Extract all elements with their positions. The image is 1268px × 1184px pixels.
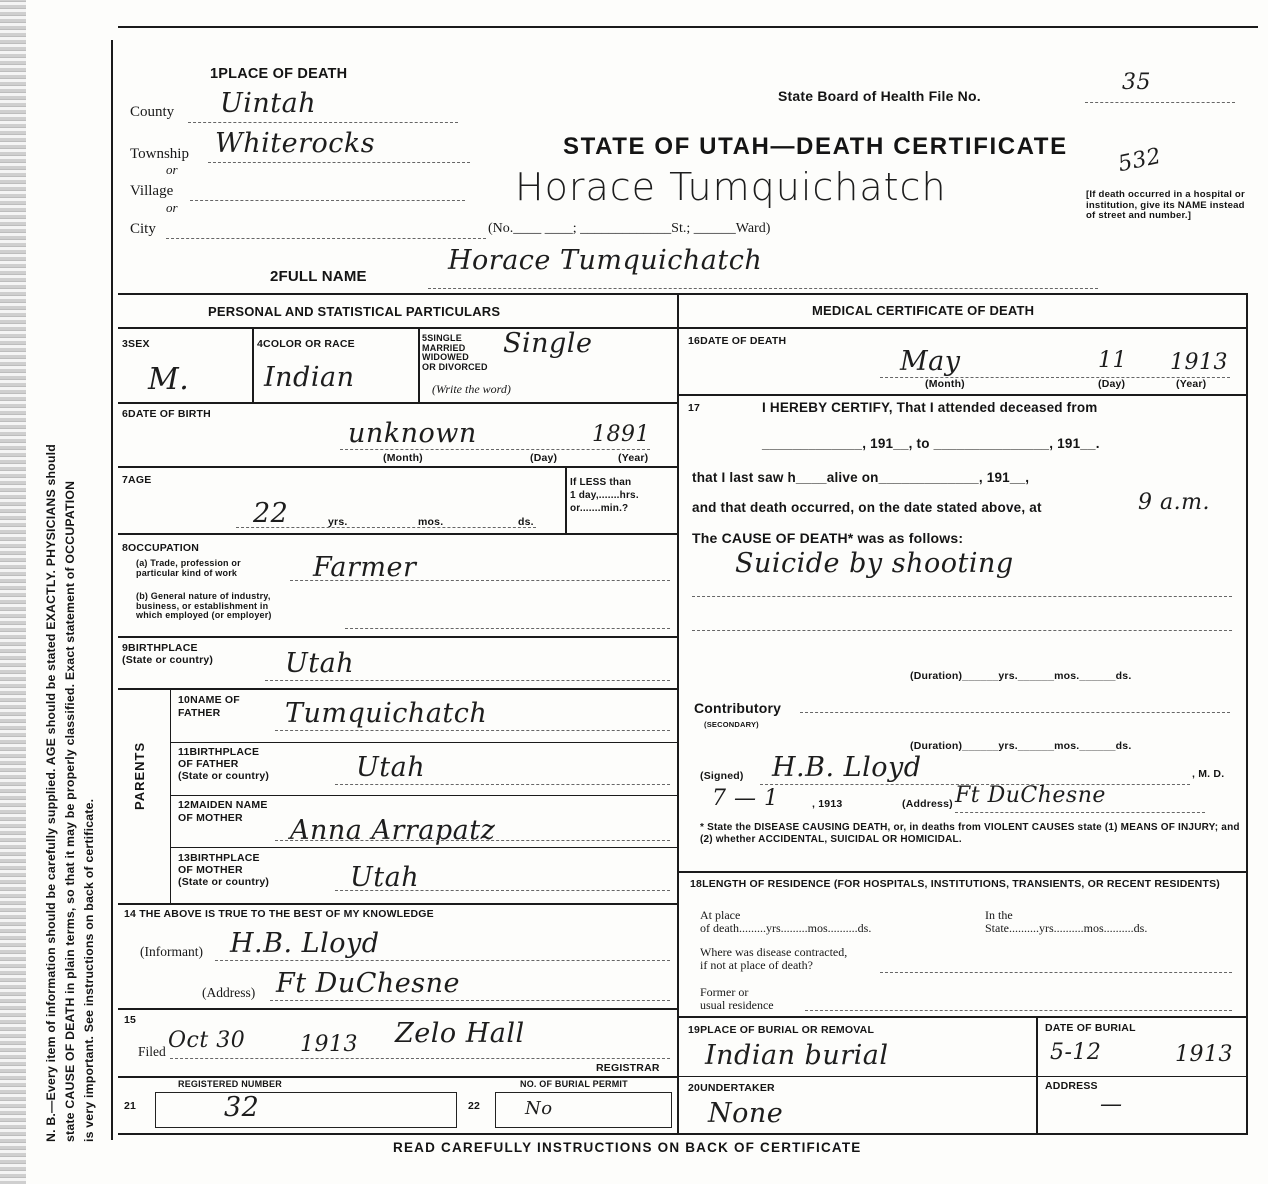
duration-2: (Duration)______yrs.______mos.______ds. xyxy=(910,740,1132,752)
item-21: 21 xyxy=(124,1100,137,1112)
mother-birthplace-value: Utah xyxy=(350,862,420,893)
undertaker-address-label: ADDRESS xyxy=(1045,1080,1098,1092)
or-2: or xyxy=(166,200,178,215)
race-value: Indian xyxy=(264,362,355,393)
city-label: City xyxy=(130,221,156,237)
dob-month: unknown xyxy=(348,418,477,449)
residence-at-place: At place of death.........yrs.........mos..........ds. xyxy=(700,908,872,935)
personal-heading: PERSONAL AND STATISTICAL PARTICULARS xyxy=(208,304,501,319)
dod-label: 16DATE OF DEATH xyxy=(688,335,787,347)
birthplace-label: 9BIRTHPLACE (State or country) xyxy=(122,642,214,666)
burial-permit-box xyxy=(495,1092,672,1128)
sex-value: M. xyxy=(148,362,190,397)
occupation-a: (a) Trade, profession or particular kind of work xyxy=(136,558,241,578)
sidebar-line-1: N. B.—Every item of information should be carefully supplied. AGE should be stated EXACTLY. PHYSICIANS should xyxy=(44,443,58,1142)
burial-date-value: 5-12 xyxy=(1050,1040,1102,1065)
dob-label: 6DATE OF BIRTH xyxy=(122,408,211,420)
filed-item-number: 15 xyxy=(124,1014,137,1026)
secondary-label: (SECONDARY) xyxy=(704,720,759,729)
parents-label: PARENTS xyxy=(132,741,147,810)
father-value: Tumquichatch xyxy=(285,698,488,729)
county-value: Uintah xyxy=(220,88,317,119)
sidebar-line-3: is very important. See instructions on back of certificate. xyxy=(82,798,96,1142)
hospital-note: [If death occurred in a hospital or institution, give its NAME instead of street and number.] xyxy=(1086,189,1245,221)
place-of-death-label: 1PLACE OF DEATH xyxy=(210,66,348,82)
footnote: * State the DISEASE CAUSING DEATH, or, in deaths from VIOLENT CAUSES state (1) MEANS OF INJURY; and (2) whether ACCIDENTAL, SUICIDAL OR HOMICIDAL. xyxy=(700,822,1240,845)
cause-value: Suicide by shooting xyxy=(735,548,1014,579)
death-occurred-text: and that death occurred, on the date stated above, at xyxy=(692,500,1042,515)
read-instructions: READ CAREFULLY INSTRUCTIONS ON BACK OF CERTIFICATE xyxy=(393,1140,862,1155)
scan-edge xyxy=(0,0,26,1184)
occupation-value: Farmer xyxy=(313,552,417,583)
residence-former: Former or usual residence xyxy=(700,985,774,1012)
dod-day-caption: (Day) xyxy=(1098,378,1126,390)
residence-label: 18LENGTH OF RESIDENCE (FOR HOSPITALS, INSTITUTIONS, TRANSIENTS, OR RECENT RESIDENTS) xyxy=(690,878,1220,890)
village-label: Village xyxy=(130,183,174,199)
father-birthplace-value: Utah xyxy=(356,752,426,783)
county-label: County xyxy=(130,104,175,120)
duration-1: (Duration)______yrs.______mos.______ds. xyxy=(910,670,1132,682)
dod-day: 11 xyxy=(1098,348,1127,373)
informant-address-label: (Address) xyxy=(202,985,256,1000)
form-top-border xyxy=(118,26,1258,28)
cause-label: The CAUSE OF DEATH* was as follows: xyxy=(692,530,964,546)
residence-in-state: In the State..........yrs..........mos..........ds. xyxy=(985,908,1148,935)
age-yrs-caption: yrs. xyxy=(328,516,348,528)
informant-label: (Informant) xyxy=(140,944,203,959)
dob-year: 1891 xyxy=(592,422,650,447)
age-ds-caption: ds. xyxy=(518,516,534,528)
certify-text: I HEREBY CERTIFY, That I attended deceased from xyxy=(762,400,1098,415)
physician-address-label: (Address) xyxy=(902,798,953,810)
dod-month-caption: (Month) xyxy=(925,378,965,390)
residence-where-contracted: Where was disease contracted, if not at place of death? xyxy=(700,945,848,972)
sidebar-instructions xyxy=(30,82,110,1142)
registered-number-box xyxy=(155,1092,457,1128)
mother-label: 12MAIDEN NAME OF MOTHER xyxy=(178,799,268,824)
contributory-label: Contributory xyxy=(694,700,782,716)
sidebar-line-2: state CAUSE OF DEATH in plain terms, so that it may be properly classified. Exact statement of OCCUPATION xyxy=(63,480,77,1142)
item-17: 17 xyxy=(688,402,701,414)
dob-year-caption: (Year) xyxy=(618,452,649,464)
less-than-day: If LESS than 1 day,.......hrs. or.......min.? xyxy=(570,477,639,514)
dod-year-caption: (Year) xyxy=(1176,378,1207,390)
mother-value: Anna Arrapatz xyxy=(290,815,496,846)
age-label: 7AGE xyxy=(122,474,152,486)
mother-birthplace-label: 13BIRTHPLACE OF MOTHER (State or country) xyxy=(178,852,270,888)
burial-permit-label: NO. OF BURIAL PERMIT xyxy=(520,1079,628,1089)
undertaker-label: 20UNDERTAKER xyxy=(688,1082,775,1094)
filed-year: 1913 xyxy=(300,1032,358,1057)
dob-month-caption: (Month) xyxy=(383,452,423,464)
occupation-label: 8OCCUPATION xyxy=(122,542,200,554)
burial-date-label: DATE OF BURIAL xyxy=(1045,1022,1136,1034)
undertaker-value: None xyxy=(708,1098,784,1129)
or-1: or xyxy=(166,162,178,177)
father-birthplace-label: 11BIRTHPLACE OF FATHER (State or country) xyxy=(178,746,270,782)
informant-value: H.B. Lloyd xyxy=(230,928,380,959)
registrar-label: REGISTRAR xyxy=(596,1062,660,1074)
signed-date: 7 — 1 xyxy=(712,786,779,811)
marital-label: 5SINGLE MARRIED WIDOWED OR DIVORCED xyxy=(422,333,488,372)
registered-number-label: REGISTERED NUMBER xyxy=(178,1079,282,1089)
physician-address-value: Ft DuChesne xyxy=(955,783,1106,808)
file-no-label: State Board of Health File No. xyxy=(778,88,981,104)
time-of-death: 9 a.m. xyxy=(1138,490,1210,515)
burial-permit-value: No xyxy=(525,1098,553,1119)
form-left-border xyxy=(111,40,113,1140)
undertaker-address-value: — xyxy=(1100,1092,1123,1117)
full-name-label: 2FULL NAME xyxy=(270,268,367,285)
burial-place-value: Indian burial xyxy=(705,1040,889,1071)
dod-month: May xyxy=(900,346,961,377)
occupation-b: (b) General nature of industry, business, or establishment in which employed (or employer) xyxy=(136,591,272,620)
registrar-signature: Zelo Hall xyxy=(395,1018,525,1049)
dob-day-caption: (Day) xyxy=(530,452,558,464)
last-saw-alive: that I last saw h____alive on_____________, 191__, xyxy=(692,470,1030,485)
race-label: 4COLOR OR RACE xyxy=(257,338,355,350)
dod-year: 1913 xyxy=(1170,350,1228,375)
certificate-number: 532 xyxy=(1115,143,1164,178)
township-label: Township xyxy=(130,146,189,162)
md-label: , M. D. xyxy=(1192,768,1225,780)
burial-year-value: 1913 xyxy=(1175,1042,1233,1067)
certificate-title: STATE OF UTAH—DEATH CERTIFICATE xyxy=(563,133,1068,160)
city-street-line: (No.____ ____; _____________St.; ______Ward) xyxy=(488,221,771,236)
age-years: 22 xyxy=(253,498,289,529)
registered-number-value: 32 xyxy=(224,1092,260,1123)
true-to-knowledge-label: 14 THE ABOVE IS TRUE TO THE BEST OF MY KNOWLEDGE xyxy=(124,908,434,920)
medical-heading: MEDICAL CERTIFICATE OF DEATH xyxy=(812,303,1035,318)
file-no-value: 35 xyxy=(1122,70,1151,95)
signed-year: , 1913 xyxy=(812,798,843,810)
sex-label: 3SEX xyxy=(122,338,150,350)
township-value: Whiterocks xyxy=(215,128,376,159)
physician-signature: H.B. Lloyd xyxy=(772,752,922,783)
filed-label: Filed xyxy=(138,1044,166,1059)
full-name-value: Horace Tumquichatch xyxy=(448,245,763,276)
filed-date: Oct 30 xyxy=(168,1028,246,1053)
attended-from-to: _____________, 191__, to _______________, 191__. xyxy=(762,436,1100,451)
age-mos-caption: mos. xyxy=(418,516,444,528)
name-annotation: Horace Tumquichatch xyxy=(515,165,947,209)
signed-label: (Signed) xyxy=(700,770,744,782)
father-label: 10NAME OF FATHER xyxy=(178,694,240,719)
informant-address-value: Ft DuChesne xyxy=(276,968,460,999)
item-22: 22 xyxy=(468,1100,481,1112)
birthplace-value: Utah xyxy=(285,648,355,679)
marital-value: Single xyxy=(503,328,593,359)
burial-place-label: 19PLACE OF BURIAL OR REMOVAL xyxy=(688,1024,875,1036)
marital-note: (Write the word) xyxy=(432,382,511,396)
